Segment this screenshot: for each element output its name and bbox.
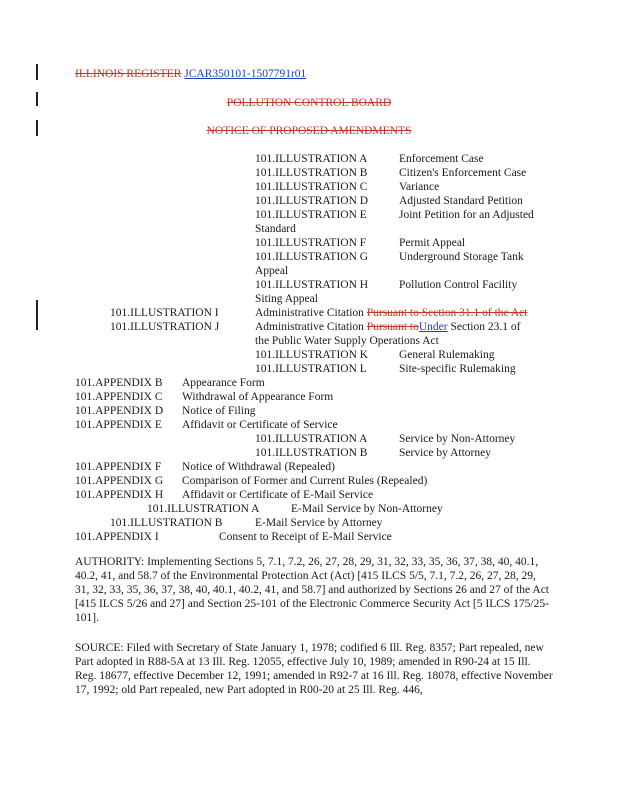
- appendix-desc: Consent to Receipt of E-Mail Service: [219, 531, 392, 543]
- appendix-id: 101.APPENDIX G: [75, 475, 164, 487]
- list-item-id: 101.ILLUSTRATION G: [255, 251, 369, 263]
- appendix-id: 101.APPENDIX E: [75, 419, 162, 431]
- list-item-id: 101.ILLUSTRATION B: [255, 167, 368, 179]
- appendix-id: 101.APPENDIX B: [75, 377, 163, 389]
- appendix-id: 101.APPENDIX D: [75, 405, 164, 417]
- list-item-id: 101.ILLUSTRATION D: [255, 195, 369, 207]
- appendix-id: 101.APPENDIX C: [75, 391, 163, 403]
- list-item-id: 101.ILLUSTRATION I: [110, 307, 219, 319]
- struck-text: Pursuant to: [366, 321, 419, 333]
- appendix-desc: Notice of Filing: [182, 405, 256, 417]
- register-id: JCAR350101-1507791r01: [184, 68, 307, 80]
- list-item-desc: E-Mail Service by Attorney: [255, 517, 383, 529]
- list-item-desc: Site-specific Rulemaking: [399, 363, 516, 375]
- list-item-continuation: Siting Appeal: [255, 293, 318, 305]
- appendix-desc: Appearance Form: [182, 377, 265, 389]
- list-item-id: 101.ILLUSTRATION K: [255, 349, 369, 361]
- register-line: [75, 67, 306, 81]
- list-item-desc: General Rulemaking: [399, 349, 495, 361]
- appendix-desc: Comparison of Former and Current Rules (Repealed): [182, 475, 428, 487]
- list-item-desc: Underground Storage Tank: [399, 251, 524, 263]
- appendix-desc: Affidavit or Certificate of Service: [182, 419, 338, 431]
- list-item-id: 101.ILLUSTRATION E: [255, 209, 367, 221]
- appendix-id: 101.APPENDIX F: [75, 461, 162, 473]
- list-item-desc: Pollution Control Facility: [399, 279, 518, 291]
- list-item-id: 101.ILLUSTRATION F: [255, 237, 367, 249]
- change-bar: [36, 300, 38, 330]
- appendix-id: 101.APPENDIX H: [75, 489, 164, 501]
- list-item-desc: Adjusted Standard Petition: [399, 195, 523, 207]
- list-item-id: 101.ILLUSTRATION L: [255, 363, 367, 375]
- list-item-desc: Administrative Citation Pursuant to Section 31.1 of the Act: [255, 307, 528, 319]
- agency-title: POLLUTION CONTROL BOARD: [226, 97, 392, 109]
- list-item-desc: Variance: [399, 181, 440, 193]
- list-item-id: 101.ILLUSTRATION B: [110, 517, 223, 529]
- list-item-id: 101.ILLUSTRATION A: [255, 153, 368, 165]
- list-item-continuation: the Public Water Supply Operations Act: [255, 335, 439, 347]
- register-struck: ILLINOIS REGISTER: [75, 68, 182, 80]
- list-item-id: 101.ILLUSTRATION H: [255, 279, 369, 291]
- source-paragraph: SOURCE: Filed with Secretary of State January 1, 1978; codified 6 Ill. Reg. 8357; Part repealed, new Part adopted in R88-5A at 13 Ill. Reg. 12055, effective July 10, 1989; amended in R90-24 at 15 Ill. Reg. 18677, effective December 12, 1991; amended in R92-7 at 16 Ill. Reg. 18078, effective November 17, 1992; old Part repealed, new Part adopted in R00-20 at 25 Ill. Reg. 446,: [75, 642, 553, 696]
- list-item-desc: Service by Attorney: [399, 447, 491, 459]
- appendix-desc: Affidavit or Certificate of E-Mail Service: [182, 489, 374, 501]
- appendix-desc: Notice of Withdrawal (Repealed): [182, 461, 335, 473]
- list-item-continuation: Standard: [255, 223, 296, 235]
- appendix-id: 101.APPENDIX I: [75, 531, 159, 543]
- appendix-desc: Withdrawal of Appearance Form: [182, 391, 334, 403]
- list-item-desc: Permit Appeal: [399, 237, 466, 249]
- list-item-desc: Joint Petition for an Adjusted: [399, 209, 534, 221]
- change-bar: [36, 64, 38, 80]
- authority-paragraph: AUTHORITY: Implementing Sections 5, 7.1, 7.2, 26, 27, 28, 29, 31, 32, 33, 35, 36, 37, 38, 40, 40.1, 40.2, 41, and 58.7 of the Environmental Protection Act (Act) [415 ILCS 5/5, 7.1, 7.2, 26, 27, 28, 29, 31, 32, 33, 35, 36, 37, 38, 40, 40.1, 40.2, 41, and 58.7] and authorized by Sections 26 and 27 of the Act [415 ILCS 5/26 and 27] and Section 25-101 of the Electronic Commerce Security Act [5 ILCS 175/25-101].: [75, 556, 549, 624]
- list-item-desc: Enforcement Case: [399, 153, 484, 165]
- list-item-desc: Service by Non-Attorney: [399, 433, 516, 445]
- inserted-text: Under: [418, 321, 448, 333]
- list-item-desc: E-Mail Service by Non-Attorney: [291, 503, 443, 515]
- struck-text: Pursuant to Section 31.1 of the Act: [366, 307, 528, 319]
- list-item-id: 101.ILLUSTRATION J: [110, 321, 220, 333]
- list-item-id: 101.ILLUSTRATION B: [255, 447, 368, 459]
- list-item-id: 101.ILLUSTRATION A: [147, 503, 260, 515]
- list-item-id: 101.ILLUSTRATION C: [255, 181, 368, 193]
- list-item-desc: Administrative Citation Pursuant toUnder Section 23.1 of: [255, 321, 521, 333]
- list-item-desc: Citizen's Enforcement Case: [399, 167, 527, 179]
- notice-title: NOTICE OF PROPOSED AMENDMENTS: [206, 125, 412, 137]
- list-item-id: 101.ILLUSTRATION A: [255, 433, 368, 445]
- list-item-continuation: Appeal: [255, 265, 289, 277]
